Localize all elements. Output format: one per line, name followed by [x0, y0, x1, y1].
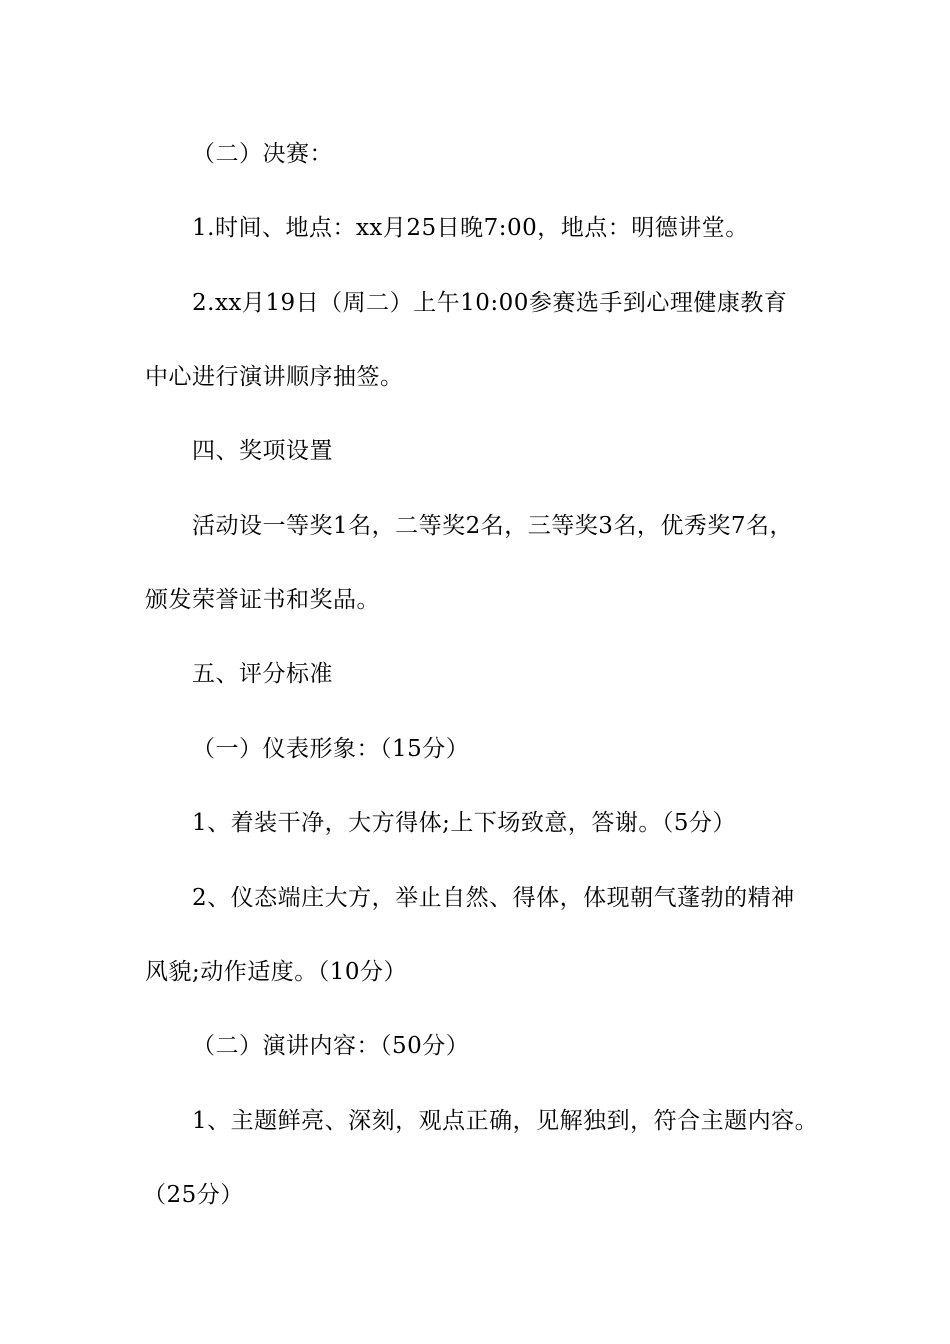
subsection-heading-final: （二）决赛：: [192, 141, 333, 167]
paragraph-line: 1.时间、地点：xx月25日晚7:00，地点：明德讲堂。: [192, 215, 749, 241]
subsection-heading-appearance: （一）仪表形象：（15分）: [192, 736, 470, 762]
section-heading-scoring: 五、评分标准: [192, 661, 333, 687]
paragraph-line: 活动设一等奖1名，二等奖2名，三等奖3名，优秀奖7名，: [192, 513, 794, 539]
subsection-heading-content: （二）演讲内容：（50分）: [192, 1033, 470, 1059]
paragraph-line: 2、仪态端庄大方，举止自然、得体，体现朝气蓬勃的精神: [192, 885, 795, 911]
paragraph-line: （25分）: [143, 1182, 244, 1208]
paragraph-line: 风貌;动作适度。（10分）: [145, 959, 408, 985]
paragraph-line: 颁发荣誉证书和奖品。: [145, 587, 380, 613]
paragraph-line: 1、着装干净，大方得体;上下场致意，答谢。（5分）: [192, 810, 737, 836]
paragraph-line: 2.xx月19日（周二）上午10:00参赛选手到心理健康教育: [192, 290, 788, 316]
paragraph-line: 1、主题鲜亮、深刻，观点正确，见解独到，符合主题内容。: [192, 1108, 819, 1134]
section-heading-awards: 四、奖项设置: [192, 438, 333, 464]
paragraph-line: 中心进行演讲顺序抽签。: [145, 364, 404, 390]
